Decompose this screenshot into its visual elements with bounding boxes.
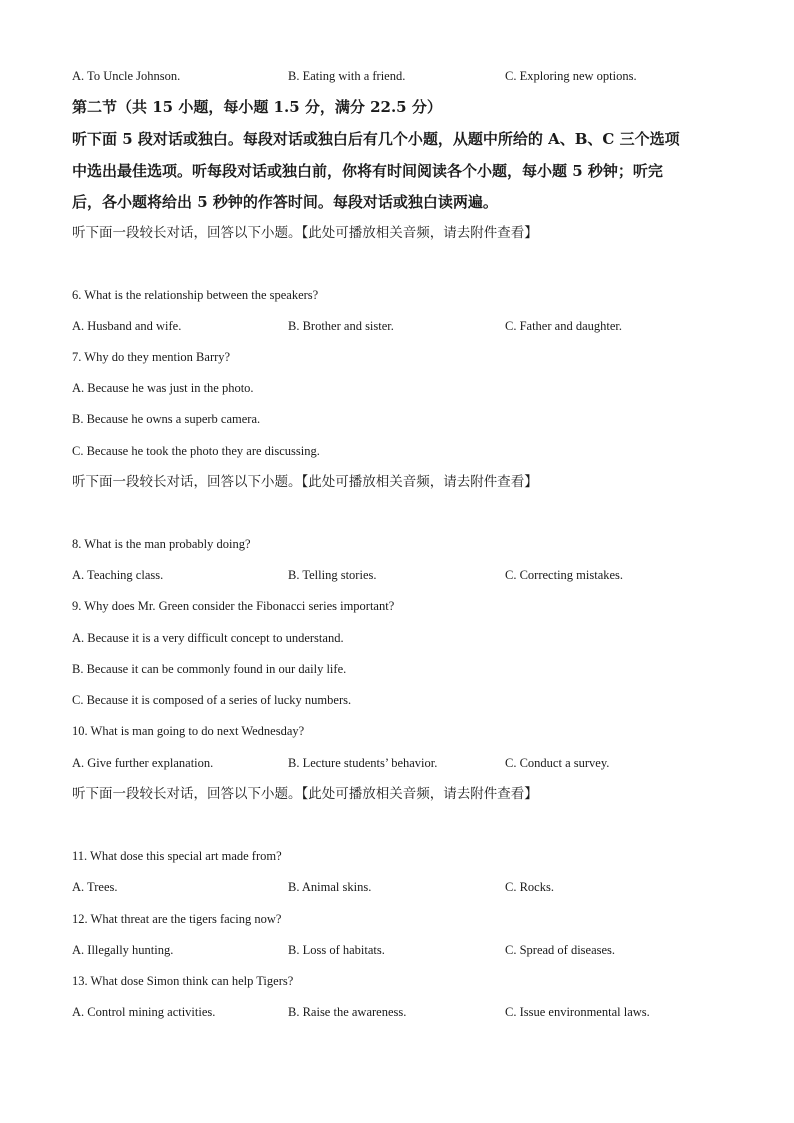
q7-option-a: A. Because he was just in the photo.: [72, 381, 254, 395]
q8-option-b: B. Telling stories.: [288, 568, 377, 582]
question-12-options: [72, 942, 732, 958]
q11-option-a: A. Trees.: [72, 880, 118, 894]
top-option-a: A. To Uncle Johnson.: [72, 69, 181, 83]
q9-option-b: B. Because it can be commonly found in our daily life.: [72, 662, 347, 676]
q13-option-b: B. Raise the awareness.: [288, 1005, 407, 1019]
q10-option-c: C. Conduct a survey.: [505, 756, 610, 770]
question-6-options: [72, 318, 732, 334]
q7-option-b: B. Because he owns a superb camera.: [72, 412, 261, 426]
q6-option-a: A. Husband and wife.: [72, 319, 182, 333]
question-7: 7. Why do they mention Barry?: [72, 350, 231, 364]
question-11-options: [72, 879, 732, 895]
question-12: 12. What threat are the tigers facing now?: [72, 912, 282, 926]
q8-option-c: C. Correcting mistakes.: [505, 568, 624, 582]
q11-option-b: B. Animal skins.: [288, 880, 372, 894]
question-10: 10. What is man going to do next Wednesday?: [72, 724, 305, 738]
question-10-options: [72, 755, 732, 771]
q13-option-c: C. Issue environmental laws.: [505, 1005, 650, 1019]
q8-option-a: A. Teaching class.: [72, 568, 164, 582]
q13-option-a: A. Control mining activities.: [72, 1005, 216, 1019]
q12-option-c: C. Spread of diseases.: [505, 943, 616, 957]
question-13: 13. What dose Simon think can help Tigers?: [72, 974, 294, 988]
listen-instruction-1: 听下面一段较长对话，回答以下小题。【此处可播放相关音频，请去附件查看】: [72, 225, 538, 241]
section-instruction-line-2: 中选出最佳选项。听每段对话或独白前，你将有时间阅读各个小题，每小题 5 秒钟；听完: [72, 162, 663, 180]
q12-option-a: A. Illegally hunting.: [72, 943, 174, 957]
question-13-options: [72, 1004, 732, 1020]
top-option-b: B. Eating with a friend.: [288, 69, 406, 83]
q6-option-c: C. Father and daughter.: [505, 319, 622, 333]
listen-instruction-3: 听下面一段较长对话，回答以下小题。【此处可播放相关音频，请去附件查看】: [72, 786, 538, 802]
question-8-options: [72, 567, 732, 583]
section-title: 第二节（共 15 小题，每小题 1.5 分，满分 22.5 分）: [72, 98, 442, 116]
q10-option-a: A. Give further explanation.: [72, 756, 214, 770]
q9-option-a: A. Because it is a very difficult concept to understand.: [72, 631, 344, 645]
q6-option-b: B. Brother and sister.: [288, 319, 394, 333]
top-option-c: C. Exploring new options.: [505, 69, 637, 83]
q9-option-c: C. Because it is composed of a series of lucky numbers.: [72, 693, 352, 707]
section-instruction-line-3: 后，各小题将给出 5 秒钟的作答时间。每段对话或独白读两遍。: [72, 193, 498, 211]
top-options-row: [72, 68, 732, 84]
question-8: 8. What is the man probably doing?: [72, 537, 251, 551]
q7-option-c: C. Because he took the photo they are discussing.: [72, 444, 320, 458]
q10-option-b: B. Lecture students’ behavior.: [288, 756, 438, 770]
q11-option-c: C. Rocks.: [505, 880, 554, 894]
question-9: 9. Why does Mr. Green consider the Fibonacci series important?: [72, 599, 395, 613]
question-11: 11. What dose this special art made from?: [72, 849, 282, 863]
section-instruction-line-1: 听下面 5 段对话或独白。每段对话或独白后有几个小题，从题中所给的 A、B、C 三个选项: [72, 130, 680, 148]
q12-option-b: B. Loss of habitats.: [288, 943, 385, 957]
listen-instruction-2: 听下面一段较长对话，回答以下小题。【此处可播放相关音频，请去附件查看】: [72, 474, 538, 490]
question-6: 6. What is the relationship between the speakers?: [72, 288, 319, 302]
